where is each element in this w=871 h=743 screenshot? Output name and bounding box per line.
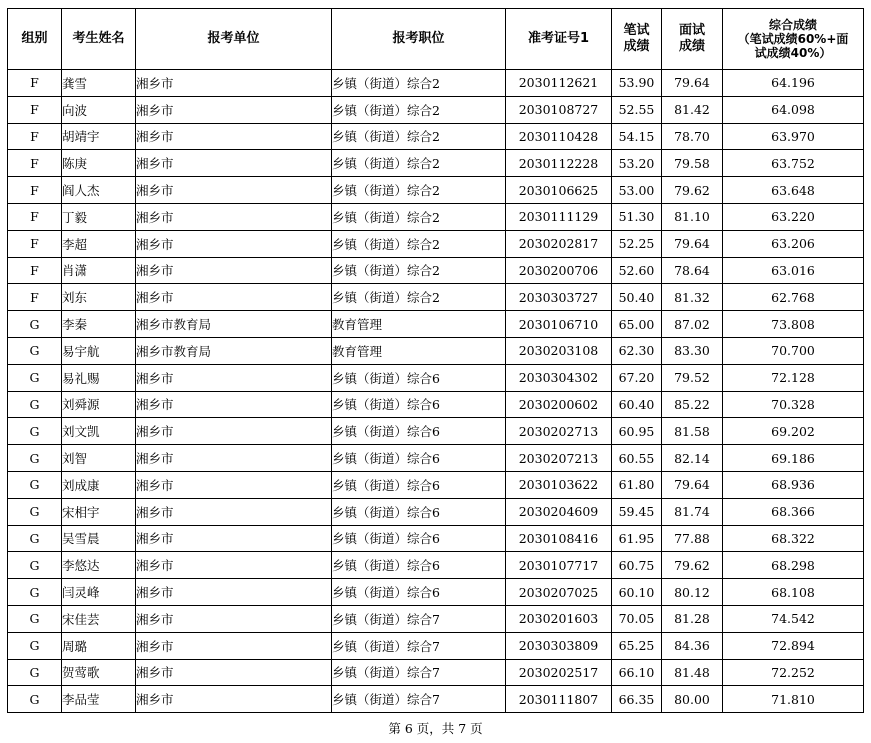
cell-ticket: 2030107717 bbox=[506, 552, 612, 579]
cell-group: G bbox=[8, 337, 62, 364]
cell-position: 乡镇（街道）综合7 bbox=[332, 605, 506, 632]
cell-position: 教育管理 bbox=[332, 337, 506, 364]
cell-unit: 湘乡市 bbox=[136, 257, 332, 284]
cell-ticket: 2030304302 bbox=[506, 364, 612, 391]
cell-unit: 湘乡市 bbox=[136, 525, 332, 552]
table-row bbox=[8, 70, 864, 97]
cell-unit: 湘乡市 bbox=[136, 96, 332, 123]
cell-written-score: 67.20 bbox=[612, 364, 662, 391]
table-row bbox=[8, 311, 864, 338]
cell-name: 向波 bbox=[62, 96, 136, 123]
cell-position: 乡镇（街道）综合6 bbox=[332, 445, 506, 472]
table-row bbox=[8, 659, 864, 686]
cell-name: 丁毅 bbox=[62, 203, 136, 230]
cell-written-score: 59.45 bbox=[612, 498, 662, 525]
table-row bbox=[8, 123, 864, 150]
cell-unit: 湘乡市 bbox=[136, 605, 332, 632]
cell-unit: 湘乡市 bbox=[136, 632, 332, 659]
cell-position: 乡镇（街道）综合6 bbox=[332, 391, 506, 418]
cell-written-score: 53.20 bbox=[612, 150, 662, 177]
cell-position: 乡镇（街道）综合2 bbox=[332, 177, 506, 204]
cell-group: G bbox=[8, 632, 62, 659]
cell-ticket: 2030207025 bbox=[506, 579, 612, 606]
cell-ticket: 2030207213 bbox=[506, 445, 612, 472]
cell-name: 龚雪 bbox=[62, 70, 136, 97]
cell-name: 李品莹 bbox=[62, 686, 136, 713]
col-header-total-line3: 试成绩40%） bbox=[754, 46, 832, 60]
cell-interview-score: 84.36 bbox=[662, 632, 723, 659]
cell-interview-score: 79.64 bbox=[662, 471, 723, 498]
cell-name: 刘东 bbox=[62, 284, 136, 311]
cell-group: G bbox=[8, 364, 62, 391]
cell-position: 乡镇（街道）综合2 bbox=[332, 150, 506, 177]
cell-position: 乡镇（街道）综合6 bbox=[332, 418, 506, 445]
cell-ticket: 2030303727 bbox=[506, 284, 612, 311]
cell-group: G bbox=[8, 552, 62, 579]
table-row bbox=[8, 418, 864, 445]
cell-group: F bbox=[8, 230, 62, 257]
cell-group: F bbox=[8, 96, 62, 123]
cell-written-score: 51.30 bbox=[612, 203, 662, 230]
cell-unit: 湘乡市 bbox=[136, 659, 332, 686]
cell-interview-score: 80.00 bbox=[662, 686, 723, 713]
cell-interview-score: 79.64 bbox=[662, 230, 723, 257]
cell-interview-score: 78.64 bbox=[662, 257, 723, 284]
cell-position: 乡镇（街道）综合6 bbox=[332, 498, 506, 525]
cell-ticket: 2030111129 bbox=[506, 203, 612, 230]
cell-total-score: 72.252 bbox=[723, 659, 864, 686]
table-row bbox=[8, 96, 864, 123]
cell-group: F bbox=[8, 203, 62, 230]
col-header-interview bbox=[662, 9, 723, 70]
cell-interview-score: 81.32 bbox=[662, 284, 723, 311]
cell-unit: 湘乡市 bbox=[136, 445, 332, 472]
table-row bbox=[8, 391, 864, 418]
table-row bbox=[8, 552, 864, 579]
table-row bbox=[8, 686, 864, 713]
cell-written-score: 60.10 bbox=[612, 579, 662, 606]
cell-unit: 湘乡市 bbox=[136, 579, 332, 606]
cell-name: 宋佳芸 bbox=[62, 605, 136, 632]
cell-interview-score: 81.42 bbox=[662, 96, 723, 123]
cell-ticket: 2030202713 bbox=[506, 418, 612, 445]
cell-position: 乡镇（街道）综合6 bbox=[332, 471, 506, 498]
cell-group: F bbox=[8, 257, 62, 284]
cell-interview-score: 77.88 bbox=[662, 525, 723, 552]
cell-total-score: 69.202 bbox=[723, 418, 864, 445]
col-header-ticket: 准考证号1 bbox=[506, 9, 612, 70]
cell-total-score: 64.196 bbox=[723, 70, 864, 97]
cell-written-score: 61.80 bbox=[612, 471, 662, 498]
cell-name: 贺莺歌 bbox=[62, 659, 136, 686]
cell-interview-score: 78.70 bbox=[662, 123, 723, 150]
cell-total-score: 68.322 bbox=[723, 525, 864, 552]
header-row bbox=[8, 9, 864, 70]
cell-ticket: 2030303809 bbox=[506, 632, 612, 659]
cell-interview-score: 79.62 bbox=[662, 552, 723, 579]
cell-name: 刘成康 bbox=[62, 471, 136, 498]
cell-interview-score: 81.10 bbox=[662, 203, 723, 230]
cell-ticket: 2030200706 bbox=[506, 257, 612, 284]
page-footer: 第 6 页，共 7 页 bbox=[388, 721, 483, 736]
cell-ticket: 2030110428 bbox=[506, 123, 612, 150]
cell-total-score: 68.298 bbox=[723, 552, 864, 579]
cell-unit: 湘乡市 bbox=[136, 177, 332, 204]
cell-group: G bbox=[8, 445, 62, 472]
cell-ticket: 2030111807 bbox=[506, 686, 612, 713]
cell-written-score: 65.25 bbox=[612, 632, 662, 659]
cell-total-score: 63.970 bbox=[723, 123, 864, 150]
cell-group: G bbox=[8, 686, 62, 713]
cell-ticket: 2030108727 bbox=[506, 96, 612, 123]
table-row bbox=[8, 257, 864, 284]
table-row bbox=[8, 445, 864, 472]
cell-unit: 湘乡市 bbox=[136, 498, 332, 525]
table-row bbox=[8, 177, 864, 204]
cell-name: 阎人杰 bbox=[62, 177, 136, 204]
cell-position: 乡镇（街道）综合2 bbox=[332, 230, 506, 257]
cell-group: F bbox=[8, 177, 62, 204]
cell-name: 肖潇 bbox=[62, 257, 136, 284]
col-header-written-line1: 笔试 bbox=[623, 23, 650, 38]
cell-ticket: 2030203108 bbox=[506, 337, 612, 364]
col-header-group: 组别 bbox=[8, 9, 62, 70]
cell-interview-score: 79.64 bbox=[662, 70, 723, 97]
cell-ticket: 2030112228 bbox=[506, 150, 612, 177]
cell-written-score: 52.60 bbox=[612, 257, 662, 284]
cell-position: 乡镇（街道）综合2 bbox=[332, 203, 506, 230]
cell-total-score: 63.752 bbox=[723, 150, 864, 177]
cell-unit: 湘乡市教育局 bbox=[136, 311, 332, 338]
cell-name: 吴雪晨 bbox=[62, 525, 136, 552]
cell-position: 乡镇（街道）综合2 bbox=[332, 123, 506, 150]
cell-unit: 湘乡市 bbox=[136, 391, 332, 418]
col-header-written bbox=[612, 9, 662, 70]
cell-position: 乡镇（街道）综合6 bbox=[332, 364, 506, 391]
cell-total-score: 74.542 bbox=[723, 605, 864, 632]
cell-written-score: 60.75 bbox=[612, 552, 662, 579]
cell-group: G bbox=[8, 605, 62, 632]
cell-group: G bbox=[8, 498, 62, 525]
cell-ticket: 2030106625 bbox=[506, 177, 612, 204]
cell-interview-score: 87.02 bbox=[662, 311, 723, 338]
cell-total-score: 69.186 bbox=[723, 445, 864, 472]
cell-name: 周璐 bbox=[62, 632, 136, 659]
cell-written-score: 50.40 bbox=[612, 284, 662, 311]
cell-written-score: 52.55 bbox=[612, 96, 662, 123]
cell-group: G bbox=[8, 579, 62, 606]
cell-name: 李秦 bbox=[62, 311, 136, 338]
cell-position: 乡镇（街道）综合2 bbox=[332, 257, 506, 284]
cell-written-score: 60.40 bbox=[612, 391, 662, 418]
cell-position: 教育管理 bbox=[332, 311, 506, 338]
cell-total-score: 62.768 bbox=[723, 284, 864, 311]
results-table bbox=[7, 8, 864, 713]
cell-total-score: 68.366 bbox=[723, 498, 864, 525]
cell-unit: 湘乡市 bbox=[136, 552, 332, 579]
cell-ticket: 2030201603 bbox=[506, 605, 612, 632]
cell-ticket: 2030103622 bbox=[506, 471, 612, 498]
cell-position: 乡镇（街道）综合7 bbox=[332, 659, 506, 686]
cell-written-score: 62.30 bbox=[612, 337, 662, 364]
col-header-interview-line1: 面试 bbox=[678, 23, 705, 38]
cell-written-score: 66.10 bbox=[612, 659, 662, 686]
cell-position: 乡镇（街道）综合7 bbox=[332, 632, 506, 659]
cell-written-score: 70.05 bbox=[612, 605, 662, 632]
cell-total-score: 68.108 bbox=[723, 579, 864, 606]
cell-total-score: 64.098 bbox=[723, 96, 864, 123]
cell-name: 陈庚 bbox=[62, 150, 136, 177]
cell-unit: 湘乡市 bbox=[136, 364, 332, 391]
col-header-total-line2: （笔试成绩60%+面 bbox=[737, 32, 849, 46]
cell-interview-score: 81.28 bbox=[662, 605, 723, 632]
col-header-total bbox=[723, 9, 864, 70]
cell-interview-score: 79.58 bbox=[662, 150, 723, 177]
col-header-position: 报考职位 bbox=[332, 9, 506, 70]
cell-unit: 湘乡市教育局 bbox=[136, 337, 332, 364]
cell-ticket: 2030202517 bbox=[506, 659, 612, 686]
cell-unit: 湘乡市 bbox=[136, 203, 332, 230]
cell-total-score: 68.936 bbox=[723, 471, 864, 498]
table-row bbox=[8, 632, 864, 659]
cell-position: 乡镇（街道）综合2 bbox=[332, 96, 506, 123]
cell-written-score: 60.55 bbox=[612, 445, 662, 472]
cell-written-score: 60.95 bbox=[612, 418, 662, 445]
col-header-unit: 报考单位 bbox=[136, 9, 332, 70]
cell-interview-score: 81.58 bbox=[662, 418, 723, 445]
cell-unit: 湘乡市 bbox=[136, 471, 332, 498]
cell-group: G bbox=[8, 391, 62, 418]
cell-interview-score: 81.48 bbox=[662, 659, 723, 686]
cell-total-score: 63.206 bbox=[723, 230, 864, 257]
cell-total-score: 63.648 bbox=[723, 177, 864, 204]
cell-position: 乡镇（街道）综合2 bbox=[332, 284, 506, 311]
cell-interview-score: 79.52 bbox=[662, 364, 723, 391]
cell-ticket: 2030106710 bbox=[506, 311, 612, 338]
cell-name: 李超 bbox=[62, 230, 136, 257]
table-row bbox=[8, 337, 864, 364]
cell-total-score: 63.220 bbox=[723, 203, 864, 230]
table-body bbox=[8, 70, 864, 713]
col-header-interview-line2: 成绩 bbox=[678, 39, 705, 54]
cell-group: F bbox=[8, 284, 62, 311]
cell-group: G bbox=[8, 471, 62, 498]
cell-interview-score: 79.62 bbox=[662, 177, 723, 204]
table-row bbox=[8, 284, 864, 311]
cell-ticket: 2030202817 bbox=[506, 230, 612, 257]
cell-position: 乡镇（街道）综合2 bbox=[332, 70, 506, 97]
cell-position: 乡镇（街道）综合6 bbox=[332, 579, 506, 606]
cell-written-score: 65.00 bbox=[612, 311, 662, 338]
cell-unit: 湘乡市 bbox=[136, 230, 332, 257]
cell-written-score: 54.15 bbox=[612, 123, 662, 150]
col-header-written-line2: 成绩 bbox=[623, 39, 650, 54]
cell-unit: 湘乡市 bbox=[136, 70, 332, 97]
cell-interview-score: 80.12 bbox=[662, 579, 723, 606]
cell-name: 宋相宇 bbox=[62, 498, 136, 525]
cell-total-score: 72.894 bbox=[723, 632, 864, 659]
cell-written-score: 53.00 bbox=[612, 177, 662, 204]
cell-unit: 湘乡市 bbox=[136, 123, 332, 150]
table-row bbox=[8, 150, 864, 177]
cell-group: G bbox=[8, 418, 62, 445]
cell-group: F bbox=[8, 70, 62, 97]
cell-group: G bbox=[8, 659, 62, 686]
cell-total-score: 70.328 bbox=[723, 391, 864, 418]
cell-unit: 湘乡市 bbox=[136, 150, 332, 177]
cell-interview-score: 81.74 bbox=[662, 498, 723, 525]
cell-total-score: 70.700 bbox=[723, 337, 864, 364]
cell-ticket: 2030200602 bbox=[506, 391, 612, 418]
cell-interview-score: 82.14 bbox=[662, 445, 723, 472]
cell-interview-score: 85.22 bbox=[662, 391, 723, 418]
cell-position: 乡镇（街道）综合6 bbox=[332, 552, 506, 579]
table-row bbox=[8, 230, 864, 257]
cell-position: 乡镇（街道）综合7 bbox=[332, 686, 506, 713]
cell-name: 刘文凯 bbox=[62, 418, 136, 445]
col-header-total-line1: 综合成绩 bbox=[768, 18, 817, 32]
cell-written-score: 53.90 bbox=[612, 70, 662, 97]
cell-total-score: 71.810 bbox=[723, 686, 864, 713]
table-row bbox=[8, 579, 864, 606]
table-row bbox=[8, 203, 864, 230]
cell-group: G bbox=[8, 525, 62, 552]
cell-name: 刘智 bbox=[62, 445, 136, 472]
cell-written-score: 52.25 bbox=[612, 230, 662, 257]
table-row bbox=[8, 364, 864, 391]
cell-written-score: 61.95 bbox=[612, 525, 662, 552]
cell-name: 易宇航 bbox=[62, 337, 136, 364]
table-row bbox=[8, 605, 864, 632]
cell-ticket: 2030204609 bbox=[506, 498, 612, 525]
cell-group: G bbox=[8, 311, 62, 338]
cell-written-score: 66.35 bbox=[612, 686, 662, 713]
cell-name: 刘舜源 bbox=[62, 391, 136, 418]
cell-position: 乡镇（街道）综合6 bbox=[332, 525, 506, 552]
table-row bbox=[8, 525, 864, 552]
cell-ticket: 2030112621 bbox=[506, 70, 612, 97]
cell-group: F bbox=[8, 123, 62, 150]
cell-total-score: 72.128 bbox=[723, 364, 864, 391]
table-row bbox=[8, 498, 864, 525]
cell-total-score: 63.016 bbox=[723, 257, 864, 284]
cell-ticket: 2030108416 bbox=[506, 525, 612, 552]
cell-total-score: 73.808 bbox=[723, 311, 864, 338]
cell-group: F bbox=[8, 150, 62, 177]
cell-name: 闫灵峰 bbox=[62, 579, 136, 606]
cell-unit: 湘乡市 bbox=[136, 284, 332, 311]
cell-unit: 湘乡市 bbox=[136, 686, 332, 713]
col-header-name: 考生姓名 bbox=[62, 9, 136, 70]
cell-name: 胡靖宇 bbox=[62, 123, 136, 150]
cell-name: 易礼赐 bbox=[62, 364, 136, 391]
cell-name: 李悠达 bbox=[62, 552, 136, 579]
cell-interview-score: 83.30 bbox=[662, 337, 723, 364]
table-row bbox=[8, 471, 864, 498]
cell-unit: 湘乡市 bbox=[136, 418, 332, 445]
